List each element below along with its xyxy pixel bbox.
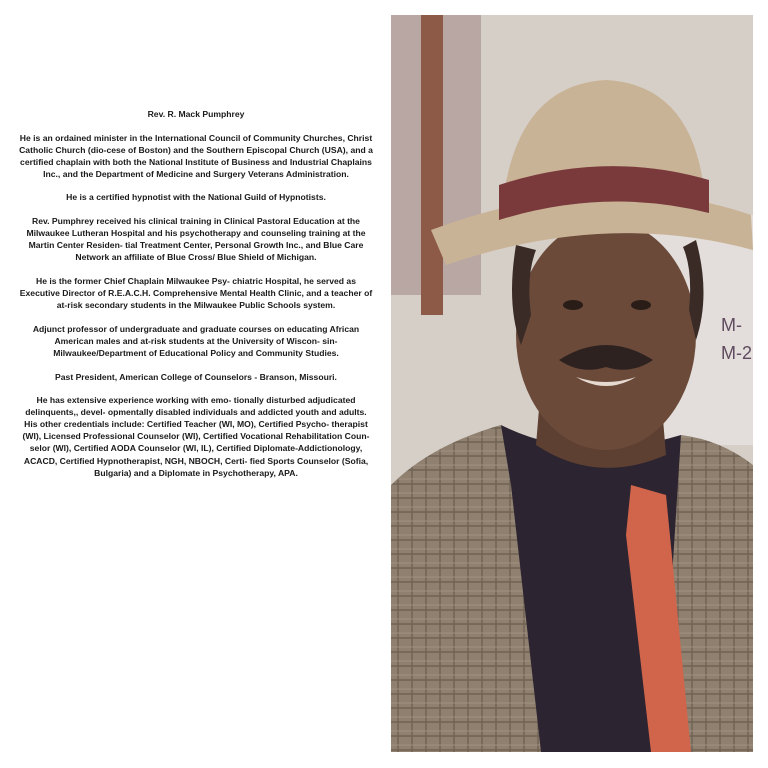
portrait-photo	[391, 15, 753, 752]
bio-paragraph-chaplain: He is the former Chief Chaplain Milwaukee Psy- chiatric Hospital, he served as Executive Director of R.E.A.C.H. Comprehensive Mental Health Clinic, and a teacher of at-risk secondary students in the Milwaukee Public Schools system.	[19, 275, 373, 311]
background-frame	[421, 15, 443, 315]
bio-paragraph-experience: He has extensive experience working with emo- tionally disturbed adjudicated delinquents,, devel- opmentally disabled individuals and addicted youth and adults. His other credentials include: Certified Teacher (WI, MO), Certified Psycho- therapist (WI), Licensed Professional Counselor (WI), Certified Vocational Rehabilitation Coun- selor (WI), Certified AODA Counselor (WI, IL), Certified Diplomate-Addictionology, ACACD, Certified Hypnotherapist, NGH, NBOCH, Certi- fied Sports Counselor (Sofia, Bulgaria) and a Diplomate in Psychotherapy, APA.	[22, 395, 370, 478]
background-sign-line-1: M-	[721, 315, 742, 335]
bio-title: Rev. R. Mack Pumphrey	[147, 109, 245, 119]
bio-paragraph-ordination: He is an ordained minister in the International Council of Community Churches, Christ Catholic Church (dio-cese of Boston) and the Southern Episcopal Church (USA), and a certified chaplain with both the National Institute of Business and Industrial Chaplains Inc., and the Department of Medicine and Surgery Veterans Administration.	[19, 132, 373, 179]
background-sign-line-2: M-2	[721, 343, 752, 363]
left-eye	[563, 300, 583, 310]
bio-paragraph-president: Past President, American College of Counselors - Branson, Missouri.	[55, 371, 337, 382]
portrait-illustration	[391, 15, 753, 752]
right-eye	[631, 300, 651, 310]
bio-paragraph-hypnotist: He is a certified hypnotist with the National Guild of Hypnotists.	[66, 192, 326, 203]
face	[516, 220, 696, 450]
bio-text-block	[18, 108, 374, 490]
bio-paragraph-training: Rev. Pumphrey received his clinical training in Clinical Pastoral Education at the Milwaukee Lutheran Hospital and his psychotherapy and counseling training at the Martin Center Residen- tial Treatment Center, Personal Growth Inc., and Blue Care Network an affiliate of Blue Cross/ Blue Shield of Michigan.	[26, 216, 366, 263]
bio-paragraph-professor: Adjunct professor of undergraduate and graduate courses on educating African American males and at-risk students at the University of Wiscon- sin-Milwaukee/Department of Educational Policy and Community Studies.	[32, 323, 360, 358]
